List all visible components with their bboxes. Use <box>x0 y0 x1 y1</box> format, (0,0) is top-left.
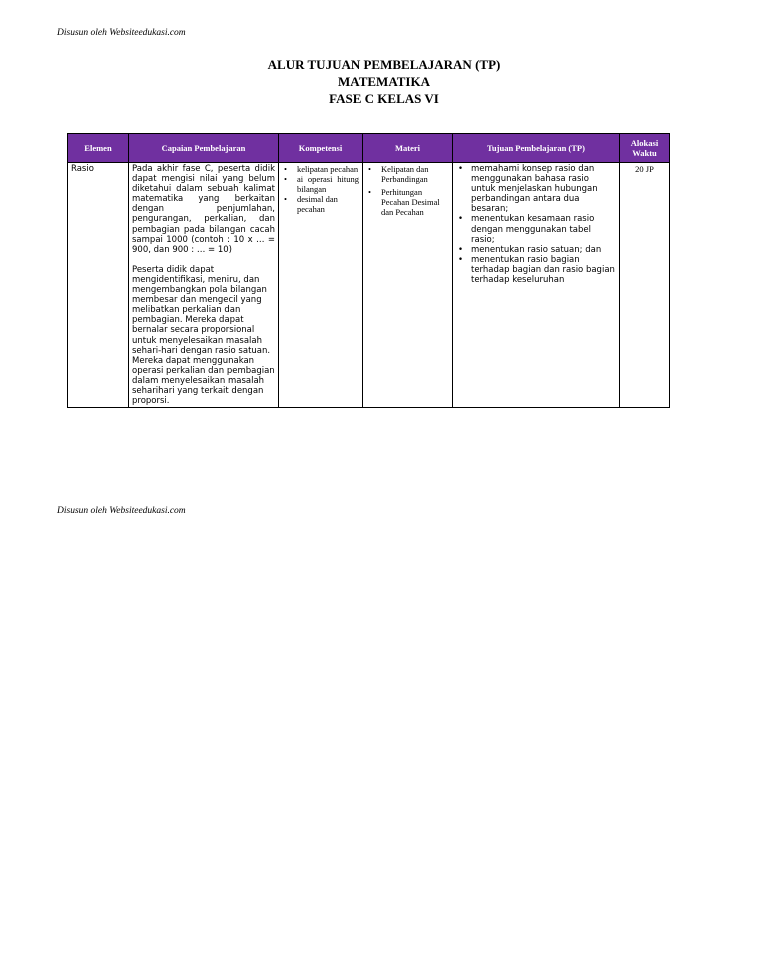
cell-tujuan <box>453 163 620 408</box>
title-line-3: FASE C KELAS VI <box>329 91 439 106</box>
capaian-paragraph-2: Peserta didik dapat mengidentifikasi, meniru, dan mengembangkan pola bilangan membesar dan mengecil yang melibatkan perkalian dan pembagian. Mereka dapat bernalar secara proporsional untuk menyelesaikan masalah sehari-hari dengan rasio satuan. Mereka dapat menggunakan operasi perkalian dan pembagian dalam menyelesaikan masalah seharihari yang terkait dengan proporsi. <box>132 264 275 407</box>
tujuan-item: • memahami konsep rasio dan menggunakan bahasa rasio untuk menjelaskan hubungan perbandingan antara dua besaran; <box>456 164 616 214</box>
kompetensi-item: • kelipatan pecahan <box>282 164 359 174</box>
kompetensi-item: • desimal dan pecahan <box>282 194 359 214</box>
tujuan-item: • menentukan rasio bagian terhadap bagian dan rasio bagian terhadap keseluruhan <box>456 255 616 285</box>
capaian-paragraph-1: Pada akhir fase C, peserta didik dapat mengisi nilai yang belum diketahui dalam sebuah kalimat matematika yang berkaitan dengan penjumlahan, pengurangan, perkalian, dan pembagian pada bilangan cacah sampai 1000 (contoh : 10 x … = 900, dan 900 : … = 10) <box>132 164 275 255</box>
tujuan-item: • menentukan rasio satuan; dan <box>456 245 616 255</box>
tujuan-item: • menentukan kesamaan rasio dengan menggunakan tabel rasio; <box>456 214 616 244</box>
table-header-row <box>68 134 670 163</box>
kompetensi-item: • ai operasi hitung bilangan <box>282 174 359 194</box>
header-tujuan: Tujuan Pembelajaran (TP) <box>453 134 620 163</box>
header-elemen: Elemen <box>68 134 129 163</box>
footer-note: Disusun oleh Websiteedukasi.com <box>57 506 186 516</box>
materi-item: • Kelipatan dan Perbandingan <box>366 164 449 184</box>
title-line-2: MATEMATIKA <box>338 74 430 89</box>
header-capaian: Capaian Pembelajaran <box>129 134 279 163</box>
cell-materi <box>363 163 453 408</box>
header-materi: Materi <box>363 134 453 163</box>
title-line-1: ALUR TUJUAN PEMBELAJARAN (TP) <box>267 57 501 72</box>
document-title <box>0 56 768 107</box>
header-note: Disusun oleh Websiteedukasi.com <box>57 28 186 38</box>
cell-capaian <box>129 163 279 408</box>
table-row <box>68 163 670 408</box>
header-alokasi: Alokasi Waktu <box>620 134 670 163</box>
header-kompetensi: Kompetensi <box>279 134 363 163</box>
cell-elemen: Rasio <box>68 163 129 408</box>
cell-alokasi: 20 JP <box>620 163 670 408</box>
tp-table <box>67 133 670 408</box>
cell-kompetensi <box>279 163 363 408</box>
materi-item: • Perhitungan Pecahan Desimal dan Pecahan <box>366 187 449 217</box>
